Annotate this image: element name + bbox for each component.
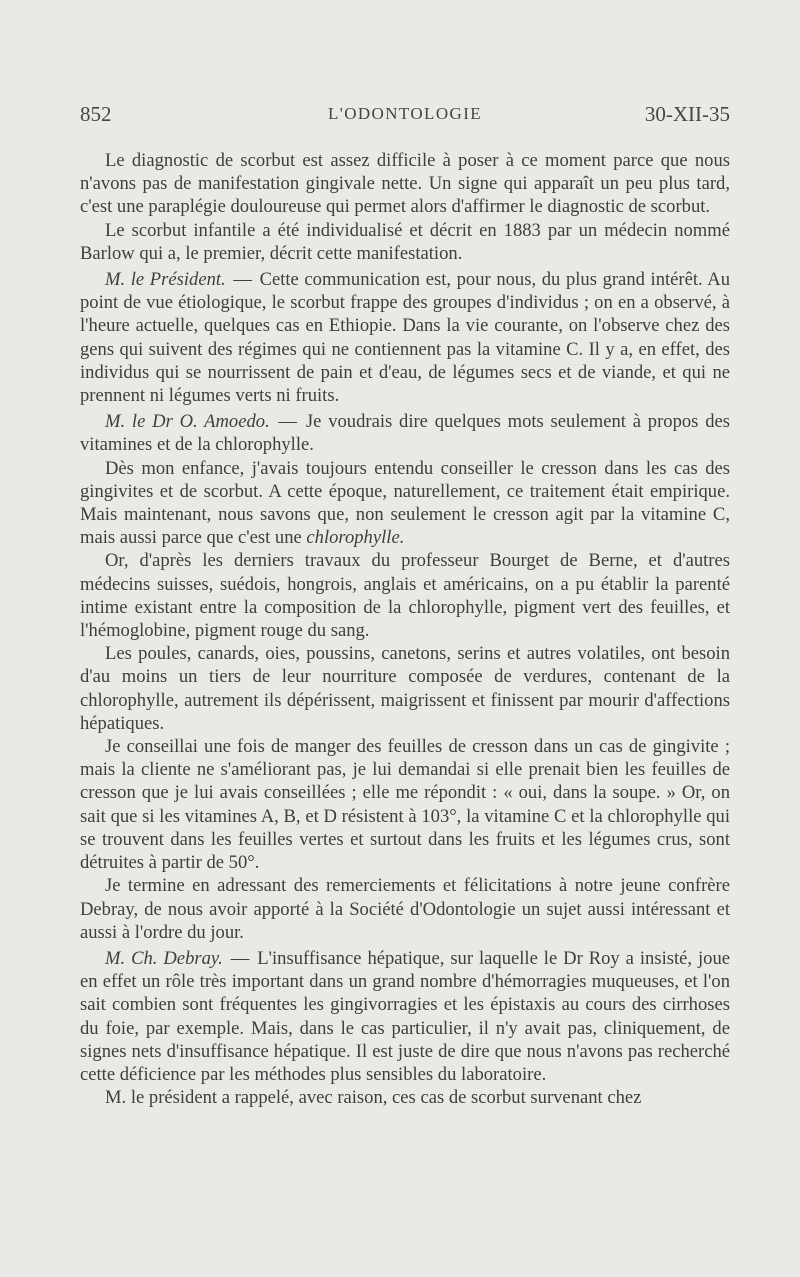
- body-text: [80, 149, 730, 1109]
- speaker-name: M. Ch. Debray.: [105, 947, 223, 969]
- paragraph: Le diagnostic de scorbut est assez difficile à poser à ce moment parce que nous n'avons pas de manifestation gingivale nette. Un signe qui apparaît un peu plus tard, c'est une paraplégie douloureuse qui permet alors d'affirmer le diagnostic de scorbut.: [80, 150, 730, 218]
- paragraph: M. Ch. Debray. — L'insuffisance hépatique, sur laquelle le Dr Roy a insisté, joue en effet un rôle très important dans un grand nombre d'hémorragies muqueuses, et l'on sait combien sont fréquentes les gingivorragies et les épistaxis au cours des cirrhoses du foie, par exemple. Mais, dans le cas particulier, il n'y avait pas, cliniquement, de signes nets d'insuffisance hépatique. Il est juste de dire que nous n'avons pas recherché cette déficience par les méthodes plus sensibles du laboratoire.: [80, 947, 730, 1085]
- paragraph: Dès mon enfance, j'avais toujours entendu conseiller le cresson dans les cas des gingivites et de scorbut. A cette époque, naturellement, ce traitement était empirique. Mais maintenant, nous savons que, non seulement le cresson agit par la vitamine C, mais aussi parce que c'est une chlorophylle.: [80, 457, 730, 549]
- issue-date: 30-XII-35: [644, 102, 730, 126]
- paragraph: Or, d'après les derniers travaux du professeur Bourget de Berne, et d'autres médecins suisses, suédois, hongrois, anglais et américains, on a pu établir la parenté intime existant entre la composition de la chlorophylle, pigment vert des feuilles, et l'hémoglobine, pigment rouge du sang.: [80, 550, 730, 642]
- paragraph: M. le Dr O. Amoedo. — Je voudrais dire quelques mots seulement à propos des vitamines et de la chlorophylle.: [80, 411, 730, 456]
- paragraph: M. le Président. — Cette communication est, pour nous, du plus grand intérêt. Au point de vue étiologique, le scorbut frappe des groupes d'individus ; on en a observé, à l'heure actuelle, quelques cas en Ethiopie. Dans la vie courante, on l'observe chez des gens qui suivent des régimes qui ne contiennent pas la vitamine C. Il y a, en effet, des individus qui se nourrissent de pain et d'eau, de légumes secs et de viande, et qui ne prennent ni légumes verts ni fruits.: [80, 269, 730, 407]
- paragraph: Je conseillai une fois de manger des feuilles de cresson dans un cas de gingivite ; mais la cliente ne s'améliorant pas, je lui demandai si elle prenait bien les feuilles de cresson que je lui avais conseillées ; elle me répondit : « oui, dans la soupe. » Or, on sait que si les vitamines A, B, et D résistent à 103°, la vitamine C et la chlorophylle qui se trouvent dans les feuilles vertes et surtout dans les fruits et les légumes crus, sont détruites à partir de 50°.: [80, 736, 730, 874]
- page-number: 852: [80, 102, 112, 126]
- running-title: L'ODONTOLOGIE: [327, 104, 483, 123]
- speaker-name: M. le Président.: [105, 269, 226, 291]
- paragraph: Le scorbut infantile a été individualisé et décrit en 1883 par un médecin nommé Barlow qui a, le premier, décrit cette manifestation.: [80, 219, 730, 264]
- paragraph: M. le président a rappelé, avec raison, ces cas de scorbut survenant chez: [105, 1087, 642, 1109]
- speaker-name: M. le Dr O. Amoedo.: [105, 411, 270, 433]
- paragraph: Je termine en adressant des remerciements et félicitations à notre jeune confrère Debray, de nous avoir apporté à la Société d'Odontologie un sujet aussi intéressant et aussi à l'ordre du jour.: [80, 875, 730, 943]
- paragraph: Les poules, canards, oies, poussins, canetons, serins et autres volatiles, ont besoin d'au moins un tiers de leur nourriture composée de verdures, contenant de la chlorophylle, autrement ils dépérissent, maigrissent et finissent par mourir d'affections hépatiques.: [80, 643, 730, 734]
- page-header: [80, 102, 730, 132]
